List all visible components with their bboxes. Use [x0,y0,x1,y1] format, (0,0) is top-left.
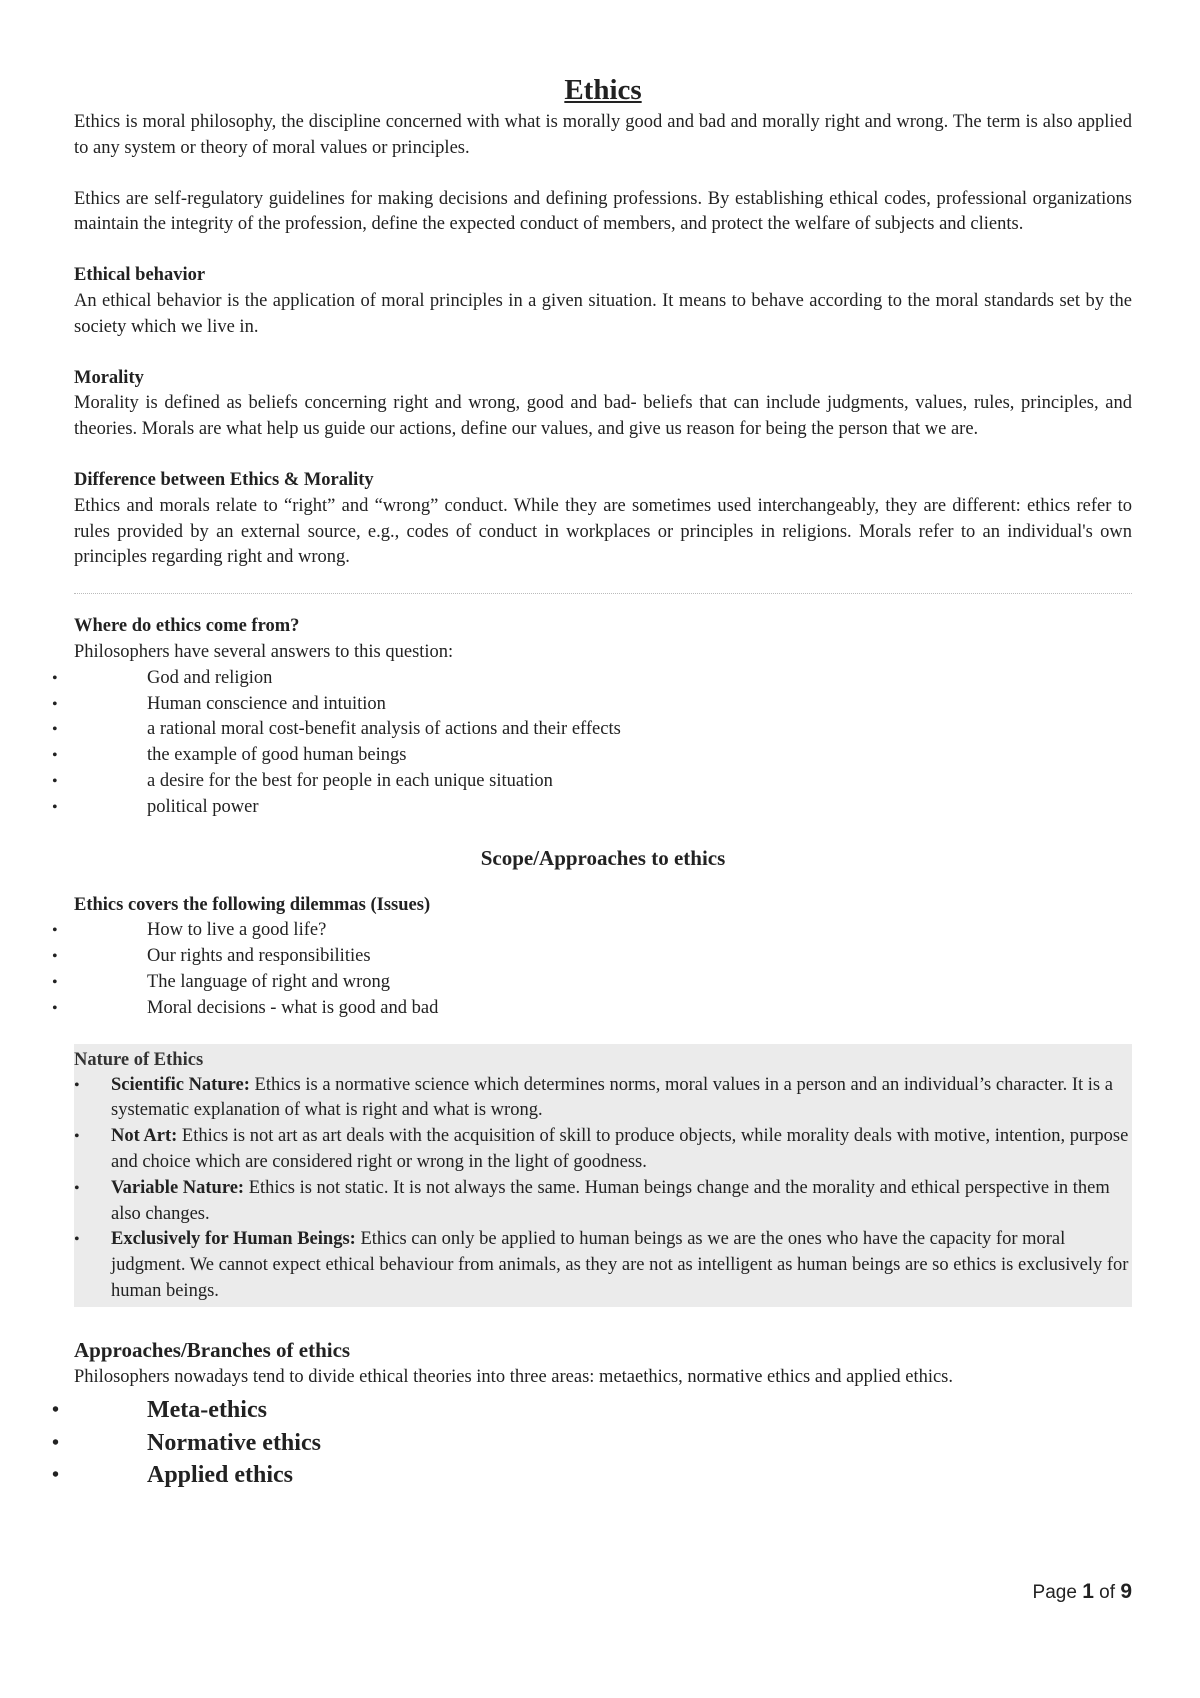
bullet-icon: • [52,798,58,816]
current-page: 1 [1082,1580,1094,1603]
nature-heading: Nature of Ethics [74,1049,204,1070]
branches-list [52,1394,1132,1492]
bullet-icon: • [52,772,58,790]
list-item: • Our rights and responsibilities [74,944,1132,970]
bullet-icon: • [52,1464,60,1487]
list-item: • a desire for the best for people in each unique situation [74,769,1132,795]
origins-list [52,666,1132,821]
bullet-icon: • [52,948,58,966]
intro-paragraph-2: Ethics are self-regulatory guidelines for making decisions and defining professions. By establishing ethical codes, professional organizations maintain the integrity of the profession, define the expected conduct of members, and protect the welfare of subjects and clients. [74,188,1132,235]
list-item: • God and religion [74,666,1132,692]
list-item: • Meta-ethics [74,1394,1132,1427]
list-item: • Applied ethics [74,1459,1132,1492]
list-item [74,1124,1132,1176]
branches-heading: Approaches/Branches of ethics [74,1337,351,1362]
bullet-icon: • [52,747,58,765]
of-word: of [1099,1582,1116,1603]
page-number-footer [1033,1580,1132,1604]
branches-intro: Philosophers nowadays tend to divide ethical theories into three areas: metaethics, normative ethics and applied ethics. [74,1366,954,1387]
list-item: • Human conscience and intuition [74,692,1132,718]
list-item: • The language of right and wrong [74,970,1132,996]
dilemmas-heading: Ethics covers the following dilemmas (Issues) [74,894,431,915]
list-item [74,1073,1132,1125]
bullet-icon: • [52,669,58,687]
bullet-icon: • [52,1431,60,1454]
section-heading-ethical-behavior: Ethical behavior [74,265,206,286]
bullet-icon: • [74,1179,80,1197]
bullet-icon: • [52,1399,60,1422]
list-item: • the example of good human beings [74,743,1132,769]
total-pages: 9 [1120,1580,1132,1603]
bullet-icon: • [74,1231,80,1249]
bullet-icon: • [52,922,58,940]
section-text-ethical-behavior: An ethical behavior is the application of moral principles in a given situation. It means to behave according to the moral standards set by the society which we live in. [74,290,1132,337]
section-text-morality: Morality is defined as beliefs concerning right and wrong, good and bad- beliefs that can include judgments, values, rules, principles, and theories. Morals are what help us guide our actions, define our values, and give us reason for being the person that we are. [74,393,1132,440]
bullet-icon: • [74,1076,80,1094]
document-page [52,70,1132,1492]
list-item [74,1176,1132,1228]
bullet-icon: • [74,1128,80,1146]
item-text: Ethics can only be applied to human beings as we are the ones who have the capacity for moral judgment. We cannot expect ethical behaviour from animals, as they are not as intelligent as human beings are so ethics is exclusively for human beings. [111,1229,1129,1301]
list-item: • How to live a good life? [74,918,1132,944]
bullet-icon: • [52,695,58,713]
origins-intro: Philosophers have several answers to this question: [74,641,454,662]
item-label: Scientific Nature: [111,1074,250,1095]
bullet-icon: • [52,999,58,1017]
item-label: Exclusively for Human Beings: [111,1229,356,1250]
divider [74,593,1132,594]
bullet-icon: • [52,721,58,739]
origins-heading: Where do ethics come from? [74,616,300,637]
list-item: • a rational moral cost-benefit analysis of actions and their effects [74,717,1132,743]
list-item: • political power [74,795,1132,821]
item-text: Ethics is not art as art deals with the acquisition of skill to produce objects, while morality deals with motive, intention, purpose and choice which are considered right or wrong in the light of goodness. [111,1126,1129,1172]
nature-list [74,1073,1132,1305]
item-label: Variable Nature: [111,1177,245,1198]
section-heading-morality: Morality [74,367,144,388]
list-item: • Moral decisions - what is good and bad [74,996,1132,1022]
page-word: Page [1032,1582,1077,1603]
document-title: Ethics [564,74,642,106]
item-text: Ethics is not static. It is not always the same. Human beings change and the morality and ethical perspective in them also changes. [111,1177,1110,1224]
scope-heading: Scope/Approaches to ethics [480,845,726,870]
section-text-difference: Ethics and morals relate to “right” and “wrong” conduct. While they are sometimes used interchangeably, they are different: ethics refer to rules provided by an external source, e.g., codes of conduct in workplaces or principles in religions. Morals refer to an individual's own principles regarding right and wrong. [74,495,1132,568]
list-item: • Normative ethics [74,1427,1132,1460]
bullet-icon: • [52,973,58,991]
dilemmas-list [52,918,1132,1021]
nature-box [74,1044,1132,1307]
section-heading-difference: Difference between Ethics & Morality [74,469,374,490]
intro-paragraph-1: Ethics is moral philosophy, the discipline concerned with what is morally good and bad and morally right and wrong. The term is also applied to any system or theory of moral values or principles. [74,112,1132,158]
list-item [74,1227,1132,1304]
item-text: Ethics is a normative science which determines norms, moral values in a person and an individual’s character. It is a systematic explanation of what is right and what is wrong. [111,1074,1113,1121]
item-label: Not Art: [111,1126,178,1147]
